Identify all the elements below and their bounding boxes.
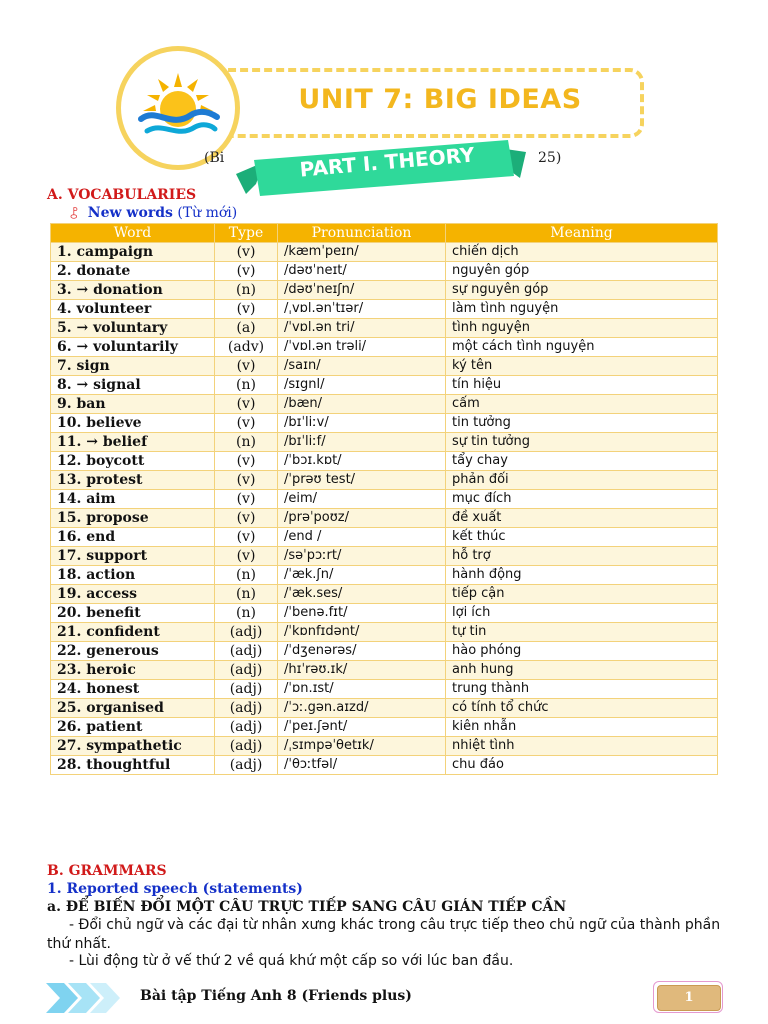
vocab-table xyxy=(50,223,718,775)
cell-type: (n) xyxy=(215,585,278,604)
cell-word: 7. sign xyxy=(51,357,215,376)
cell-meaning: ký tên xyxy=(446,357,718,376)
cell-pron: /səˈpɔːrt/ xyxy=(278,547,446,566)
footer-chevrons-icon xyxy=(46,983,126,1013)
cell-meaning: chu đáo xyxy=(446,756,718,775)
table-row xyxy=(51,433,718,452)
table-row xyxy=(51,585,718,604)
arrow-bullet-icon: ⯛ xyxy=(70,207,78,220)
table-row xyxy=(51,642,718,661)
section-a-heading: A. VOCABULARIES xyxy=(47,187,197,203)
cell-meaning: hành động xyxy=(446,566,718,585)
table-row xyxy=(51,718,718,737)
column-header-pronunciation: Pronunciation xyxy=(278,224,446,243)
cell-type: (v) xyxy=(215,357,278,376)
cell-word: 10. believe xyxy=(51,414,215,433)
table-row xyxy=(51,281,718,300)
cell-meaning: kiên nhẫn xyxy=(446,718,718,737)
cell-word: 11. → belief xyxy=(51,433,215,452)
cell-word: 6. → voluntarily xyxy=(51,338,215,357)
table-row xyxy=(51,566,718,585)
cell-type: (v) xyxy=(215,300,278,319)
cell-pron: /ˈθɔːtfəl/ xyxy=(278,756,446,775)
cell-type: (n) xyxy=(215,376,278,395)
table-row xyxy=(51,300,718,319)
cell-type: (v) xyxy=(215,547,278,566)
unit-title: UNIT 7: BIG IDEAS xyxy=(298,84,582,115)
cell-type: (v) xyxy=(215,471,278,490)
cell-pron: /end / xyxy=(278,528,446,547)
cell-pron: /ˈdʒenərəs/ xyxy=(278,642,446,661)
cell-pron: /eim/ xyxy=(278,490,446,509)
cell-meaning: chiến dịch xyxy=(446,243,718,262)
cell-word: 15. propose xyxy=(51,509,215,528)
cell-meaning: tẩy chay xyxy=(446,452,718,471)
cell-meaning: tín hiệu xyxy=(446,376,718,395)
cell-pron: /ˈæk.ʃn/ xyxy=(278,566,446,585)
page-number: 1 xyxy=(657,985,721,1011)
cell-meaning: hỗ trợ xyxy=(446,547,718,566)
cell-type: (v) xyxy=(215,452,278,471)
cell-meaning: sự tin tưởng xyxy=(446,433,718,452)
table-row xyxy=(51,376,718,395)
cell-word: 19. access xyxy=(51,585,215,604)
cell-pron: /ˈbɔɪ.kɒt/ xyxy=(278,452,446,471)
table-row xyxy=(51,547,718,566)
cell-meaning: tình nguyện xyxy=(446,319,718,338)
cell-word: 4. volunteer xyxy=(51,300,215,319)
table-row xyxy=(51,471,718,490)
new-words-label: New words xyxy=(87,205,173,221)
cell-pron: /saɪn/ xyxy=(278,357,446,376)
table-row xyxy=(51,737,718,756)
cell-pron: /hɪˈrəʊ.ɪk/ xyxy=(278,661,446,680)
table-row xyxy=(51,395,718,414)
cell-meaning: một cách tình nguyện xyxy=(446,338,718,357)
cell-pron: /ˈprəʊ test/ xyxy=(278,471,446,490)
cell-type: (n) xyxy=(215,433,278,452)
cell-meaning: tự tin xyxy=(446,623,718,642)
cell-type: (adv) xyxy=(215,338,278,357)
table-row xyxy=(51,490,718,509)
cell-type: (v) xyxy=(215,414,278,433)
table-row xyxy=(51,452,718,471)
cell-meaning: tiếp cận xyxy=(446,585,718,604)
cell-meaning: mục đích xyxy=(446,490,718,509)
cell-word: 28. thoughtful xyxy=(51,756,215,775)
cell-type: (v) xyxy=(215,490,278,509)
cell-word: 23. heroic xyxy=(51,661,215,680)
cell-word: 16. end xyxy=(51,528,215,547)
cell-word: 3. → donation xyxy=(51,281,215,300)
cell-type: (v) xyxy=(215,509,278,528)
table-row xyxy=(51,509,718,528)
sun-wave-icon xyxy=(121,51,235,165)
column-header-meaning: Meaning xyxy=(446,224,718,243)
table-row xyxy=(51,262,718,281)
cell-word: 27. sympathetic xyxy=(51,737,215,756)
cell-type: (n) xyxy=(215,566,278,585)
cell-meaning: đề xuất xyxy=(446,509,718,528)
cell-meaning: cấm xyxy=(446,395,718,414)
cell-type: (v) xyxy=(215,528,278,547)
cell-type: (adj) xyxy=(215,737,278,756)
cell-pron: /sɪgnl/ xyxy=(278,376,446,395)
new-words-line xyxy=(70,205,237,224)
cell-pron: /ˌvɒl.ənˈtɪər/ xyxy=(278,300,446,319)
cell-meaning: kết thúc xyxy=(446,528,718,547)
cell-meaning: anh hung xyxy=(446,661,718,680)
cell-meaning: tin tưởng xyxy=(446,414,718,433)
table-row xyxy=(51,680,718,699)
cell-word: 5. → voluntary xyxy=(51,319,215,338)
grammar-rule-2: - Lùi động từ ở vế thứ 2 về quá khứ một cấp so với lúc ban đầu. xyxy=(69,953,514,969)
cell-word: 22. generous xyxy=(51,642,215,661)
cell-word: 13. protest xyxy=(51,471,215,490)
table-row xyxy=(51,357,718,376)
table-row xyxy=(51,661,718,680)
cell-word: 25. organised xyxy=(51,699,215,718)
cell-type: (v) xyxy=(215,395,278,414)
cell-type: (adj) xyxy=(215,680,278,699)
subtitle-end: 25) xyxy=(538,150,562,166)
grammar-rule-heading: a. ĐỂ BIẾN ĐỔI MỘT CÂU TRỰC TIẾP SANG CÂU GIÁN TIẾP CẦN xyxy=(47,899,567,915)
cell-pron: /ˈvɒl.ən trəli/ xyxy=(278,338,446,357)
cell-type: (adj) xyxy=(215,699,278,718)
cell-pron: /ˈkɒnfɪdənt/ xyxy=(278,623,446,642)
column-header-type: Type xyxy=(215,224,278,243)
table-row xyxy=(51,338,718,357)
table-row xyxy=(51,756,718,775)
cell-meaning: lợi ích xyxy=(446,604,718,623)
cell-word: 1. campaign xyxy=(51,243,215,262)
cell-type: (n) xyxy=(215,281,278,300)
cell-type: (adj) xyxy=(215,661,278,680)
cell-word: 12. boycott xyxy=(51,452,215,471)
cell-pron: /bæn/ xyxy=(278,395,446,414)
grammar-topic-heading: 1. Reported speech (statements) xyxy=(47,881,303,897)
cell-type: (n) xyxy=(215,604,278,623)
grammar-rule-1: - Đổi chủ ngữ và các đại từ nhân xưng khác trong câu trực tiếp theo chủ ngữ của thành phần thứ nhất. xyxy=(47,917,721,952)
cell-meaning: trung thành xyxy=(446,680,718,699)
cell-pron: /prəˈpoʊz/ xyxy=(278,509,446,528)
cell-pron: /ˈbenə.fɪt/ xyxy=(278,604,446,623)
cell-pron: /ˈpeɪ.ʃənt/ xyxy=(278,718,446,737)
column-header-word: Word xyxy=(51,224,215,243)
part-title: PART I. THEORY xyxy=(298,142,476,182)
subtitle-start: (Bi xyxy=(204,150,225,166)
table-row xyxy=(51,623,718,642)
section-b-heading: B. GRAMMARS xyxy=(47,863,167,879)
cell-meaning: sự nguyên góp xyxy=(446,281,718,300)
cell-meaning: nguyên góp xyxy=(446,262,718,281)
cell-type: (adj) xyxy=(215,718,278,737)
footer-book-title: Bài tập Tiếng Anh 8 (Friends plus) xyxy=(140,988,412,1004)
table-row xyxy=(51,414,718,433)
cell-word: 14. aim xyxy=(51,490,215,509)
cell-pron: /dəʊˈneɪt/ xyxy=(278,262,446,281)
cell-word: 9. ban xyxy=(51,395,215,414)
cell-pron: /dəʊˈneɪʃn/ xyxy=(278,281,446,300)
cell-word: 26. patient xyxy=(51,718,215,737)
cell-type: (a) xyxy=(215,319,278,338)
cell-type: (v) xyxy=(215,262,278,281)
cell-pron: /bɪˈliːv/ xyxy=(278,414,446,433)
cell-pron: /ˈɔː.gən.aɪzd/ xyxy=(278,699,446,718)
table-row xyxy=(51,319,718,338)
new-words-vn: (Từ mới) xyxy=(177,205,238,221)
cell-pron: /bɪˈliːf/ xyxy=(278,433,446,452)
cell-word: 20. benefit xyxy=(51,604,215,623)
table-header-row xyxy=(51,224,718,243)
table-row xyxy=(51,604,718,623)
cell-word: 8. → signal xyxy=(51,376,215,395)
cell-word: 24. honest xyxy=(51,680,215,699)
cell-pron: /ˌsɪmpəˈθetɪk/ xyxy=(278,737,446,756)
cell-type: (v) xyxy=(215,243,278,262)
cell-word: 17. support xyxy=(51,547,215,566)
table-row xyxy=(51,243,718,262)
cell-word: 18. action xyxy=(51,566,215,585)
cell-type: (adj) xyxy=(215,756,278,775)
cell-meaning: hào phóng xyxy=(446,642,718,661)
cell-word: 2. donate xyxy=(51,262,215,281)
cell-type: (adj) xyxy=(215,642,278,661)
cell-pron: /ˈvɒl.ən tri/ xyxy=(278,319,446,338)
cell-meaning: làm tình nguyện xyxy=(446,300,718,319)
cell-type: (adj) xyxy=(215,623,278,642)
cell-meaning: phản đối xyxy=(446,471,718,490)
cell-pron: /ˈæk.ses/ xyxy=(278,585,446,604)
cell-meaning: có tính tổ chức xyxy=(446,699,718,718)
cell-pron: /ˈɒn.ɪst/ xyxy=(278,680,446,699)
cell-word: 21. confident xyxy=(51,623,215,642)
table-row xyxy=(51,699,718,718)
table-row xyxy=(51,528,718,547)
cell-meaning: nhiệt tình xyxy=(446,737,718,756)
cell-pron: /kæmˈpeɪn/ xyxy=(278,243,446,262)
